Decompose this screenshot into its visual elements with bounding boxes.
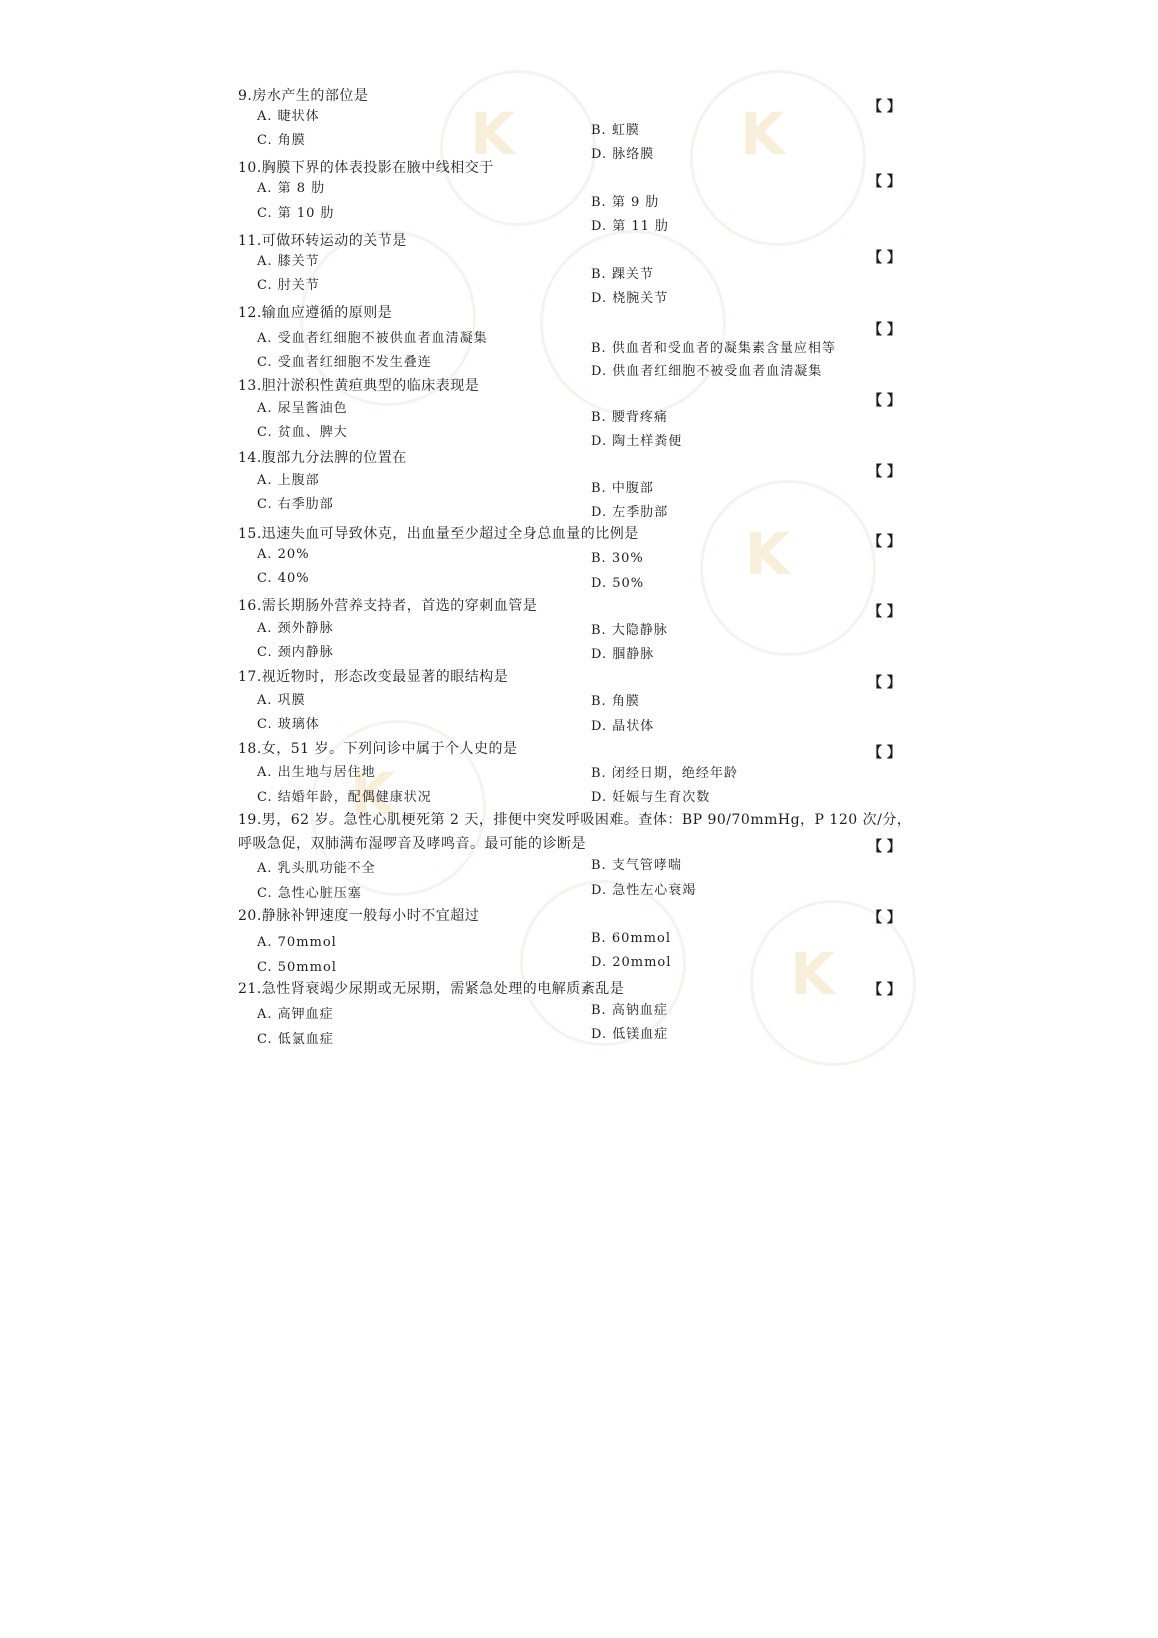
option-c: C. 角膜 xyxy=(257,133,306,148)
option-a: A. 70mmol xyxy=(257,935,337,950)
option-c: C. 低氯血症 xyxy=(257,1032,334,1047)
answer-bracket: 【 】 xyxy=(868,745,901,761)
option-c: C. 50mmol xyxy=(257,960,337,975)
question-stem: 19.男，62 岁。急性心肌梗死第 2 天，排便中突发呼吸困难。查体：BP 90/70mmHg，P 120 次/分， xyxy=(238,812,912,828)
option-c: C. 玻璃体 xyxy=(257,717,320,732)
option-b: B. 60mmol xyxy=(591,931,671,946)
watermark-logo: K xyxy=(740,100,785,168)
question-stem: 10.胸膜下界的体表投影在腋中线相交于 xyxy=(238,160,494,176)
watermark-logo: K xyxy=(745,520,790,588)
option-b: B. 供血者和受血者的凝集素含量应相等 xyxy=(591,341,836,356)
answer-bracket: 【 】 xyxy=(868,464,901,480)
answer-bracket: 【 】 xyxy=(868,393,901,409)
watermark-logo: K xyxy=(350,760,395,828)
option-a: A. 巩膜 xyxy=(257,693,306,708)
option-a: A. 出生地与居住地 xyxy=(257,765,376,780)
answer-bracket: 【 】 xyxy=(868,322,901,338)
option-a: A. 睫状体 xyxy=(257,109,320,124)
option-b: B. 腰背疼痛 xyxy=(591,410,668,425)
question-stem: 13.胆汁淤积性黄疸典型的临床表现是 xyxy=(238,378,480,394)
option-c: C. 第 10 肋 xyxy=(257,206,335,221)
option-d: D. 第 11 肋 xyxy=(591,219,670,234)
option-b: B. 虹膜 xyxy=(591,123,640,138)
question-stem: 15.迅速失血可导致休克，出血量至少超过全身总血量的比例是 xyxy=(238,526,639,542)
option-a: A. 受血者红细胞不被供血者血清凝集 xyxy=(257,331,488,346)
option-b: B. 支气管哮喘 xyxy=(591,858,682,873)
option-a: A. 第 8 肋 xyxy=(257,181,326,196)
question-stem: 18.女，51 岁。下列问诊中属于个人史的是 xyxy=(238,741,518,757)
option-c: C. 颈内静脉 xyxy=(257,645,334,660)
option-b: B. 角膜 xyxy=(591,694,640,709)
question-stem: 17.视近物时，形态改变最显著的眼结构是 xyxy=(238,669,509,685)
option-a: A. 20% xyxy=(257,547,310,562)
option-d: D. 腘静脉 xyxy=(591,647,655,662)
option-d: D. 晶状体 xyxy=(591,719,655,734)
option-b: B. 大隐静脉 xyxy=(591,623,668,638)
answer-bracket: 【 】 xyxy=(868,534,901,550)
option-b: B. 30% xyxy=(591,551,644,566)
answer-bracket: 【 】 xyxy=(868,910,901,926)
option-c: C. 肘关节 xyxy=(257,278,320,293)
option-a: A. 颈外静脉 xyxy=(257,621,334,636)
option-c: C. 受血者红细胞不发生叠连 xyxy=(257,355,432,370)
watermark-logo: K xyxy=(470,100,515,168)
option-d: D. 桡腕关节 xyxy=(591,291,669,306)
answer-bracket: 【 】 xyxy=(868,604,901,620)
option-a: A. 膝关节 xyxy=(257,254,320,269)
question-stem: 12.输血应遵循的原则是 xyxy=(238,305,393,321)
option-b: B. 第 9 肋 xyxy=(591,195,660,210)
option-b: B. 中腹部 xyxy=(591,481,654,496)
option-d: D. 陶土样粪便 xyxy=(591,434,683,449)
option-d: D. 左季肋部 xyxy=(591,505,669,520)
option-b: B. 高钠血症 xyxy=(591,1003,668,1018)
option-b: B. 踝关节 xyxy=(591,267,654,282)
option-a: A. 尿呈酱油色 xyxy=(257,401,348,416)
answer-bracket: 【 】 xyxy=(868,839,901,855)
option-c: C. 贫血、脾大 xyxy=(257,425,348,440)
answer-bracket: 【 】 xyxy=(868,982,901,998)
question-stem: 20.静脉补钾速度一般每小时不宜超过 xyxy=(238,908,480,924)
option-d: D. 供血者红细胞不被受血者血清凝集 xyxy=(591,364,823,379)
option-a: A. 乳头肌功能不全 xyxy=(257,861,376,876)
question-stem: 21.急性肾衰竭少尿期或无尿期，需紧急处理的电解质紊乱是 xyxy=(238,981,625,997)
option-d: D. 急性左心衰竭 xyxy=(591,883,697,898)
answer-bracket: 【 】 xyxy=(868,250,901,266)
answer-bracket: 【 】 xyxy=(868,99,901,115)
question-stem: 16.需长期肠外营养支持者，首选的穿刺血管是 xyxy=(238,598,538,614)
watermark-stamp xyxy=(440,70,596,226)
answer-bracket: 【 】 xyxy=(868,675,901,691)
answer-bracket: 【 】 xyxy=(868,174,901,190)
question-stem: 9.房水产生的部位是 xyxy=(238,88,369,104)
option-a: A. 高钾血症 xyxy=(257,1007,334,1022)
option-d: D. 脉络膜 xyxy=(591,147,655,162)
question-stem: 14.腹部九分法脾的位置在 xyxy=(238,450,407,466)
option-c: C. 急性心脏压塞 xyxy=(257,886,362,901)
option-a: A. 上腹部 xyxy=(257,473,320,488)
option-c: C. 右季肋部 xyxy=(257,497,334,512)
option-c: C. 40% xyxy=(257,571,310,586)
option-d: D. 妊娠与生育次数 xyxy=(591,790,711,805)
watermark-stamp xyxy=(540,230,726,416)
question-stem-continued: 呼吸急促，双肺满布湿啰音及哮鸣音。最可能的诊断是 xyxy=(238,836,586,852)
option-d: D. 50% xyxy=(591,576,645,591)
watermark-logo: K xyxy=(790,940,835,1008)
option-d: D. 低镁血症 xyxy=(591,1027,669,1042)
option-d: D. 20mmol xyxy=(591,955,672,970)
option-b: B. 闭经日期，绝经年龄 xyxy=(591,766,738,781)
question-stem: 11.可做环转运动的关节是 xyxy=(238,233,407,249)
option-c: C. 结婚年龄，配偶健康状况 xyxy=(257,790,432,805)
